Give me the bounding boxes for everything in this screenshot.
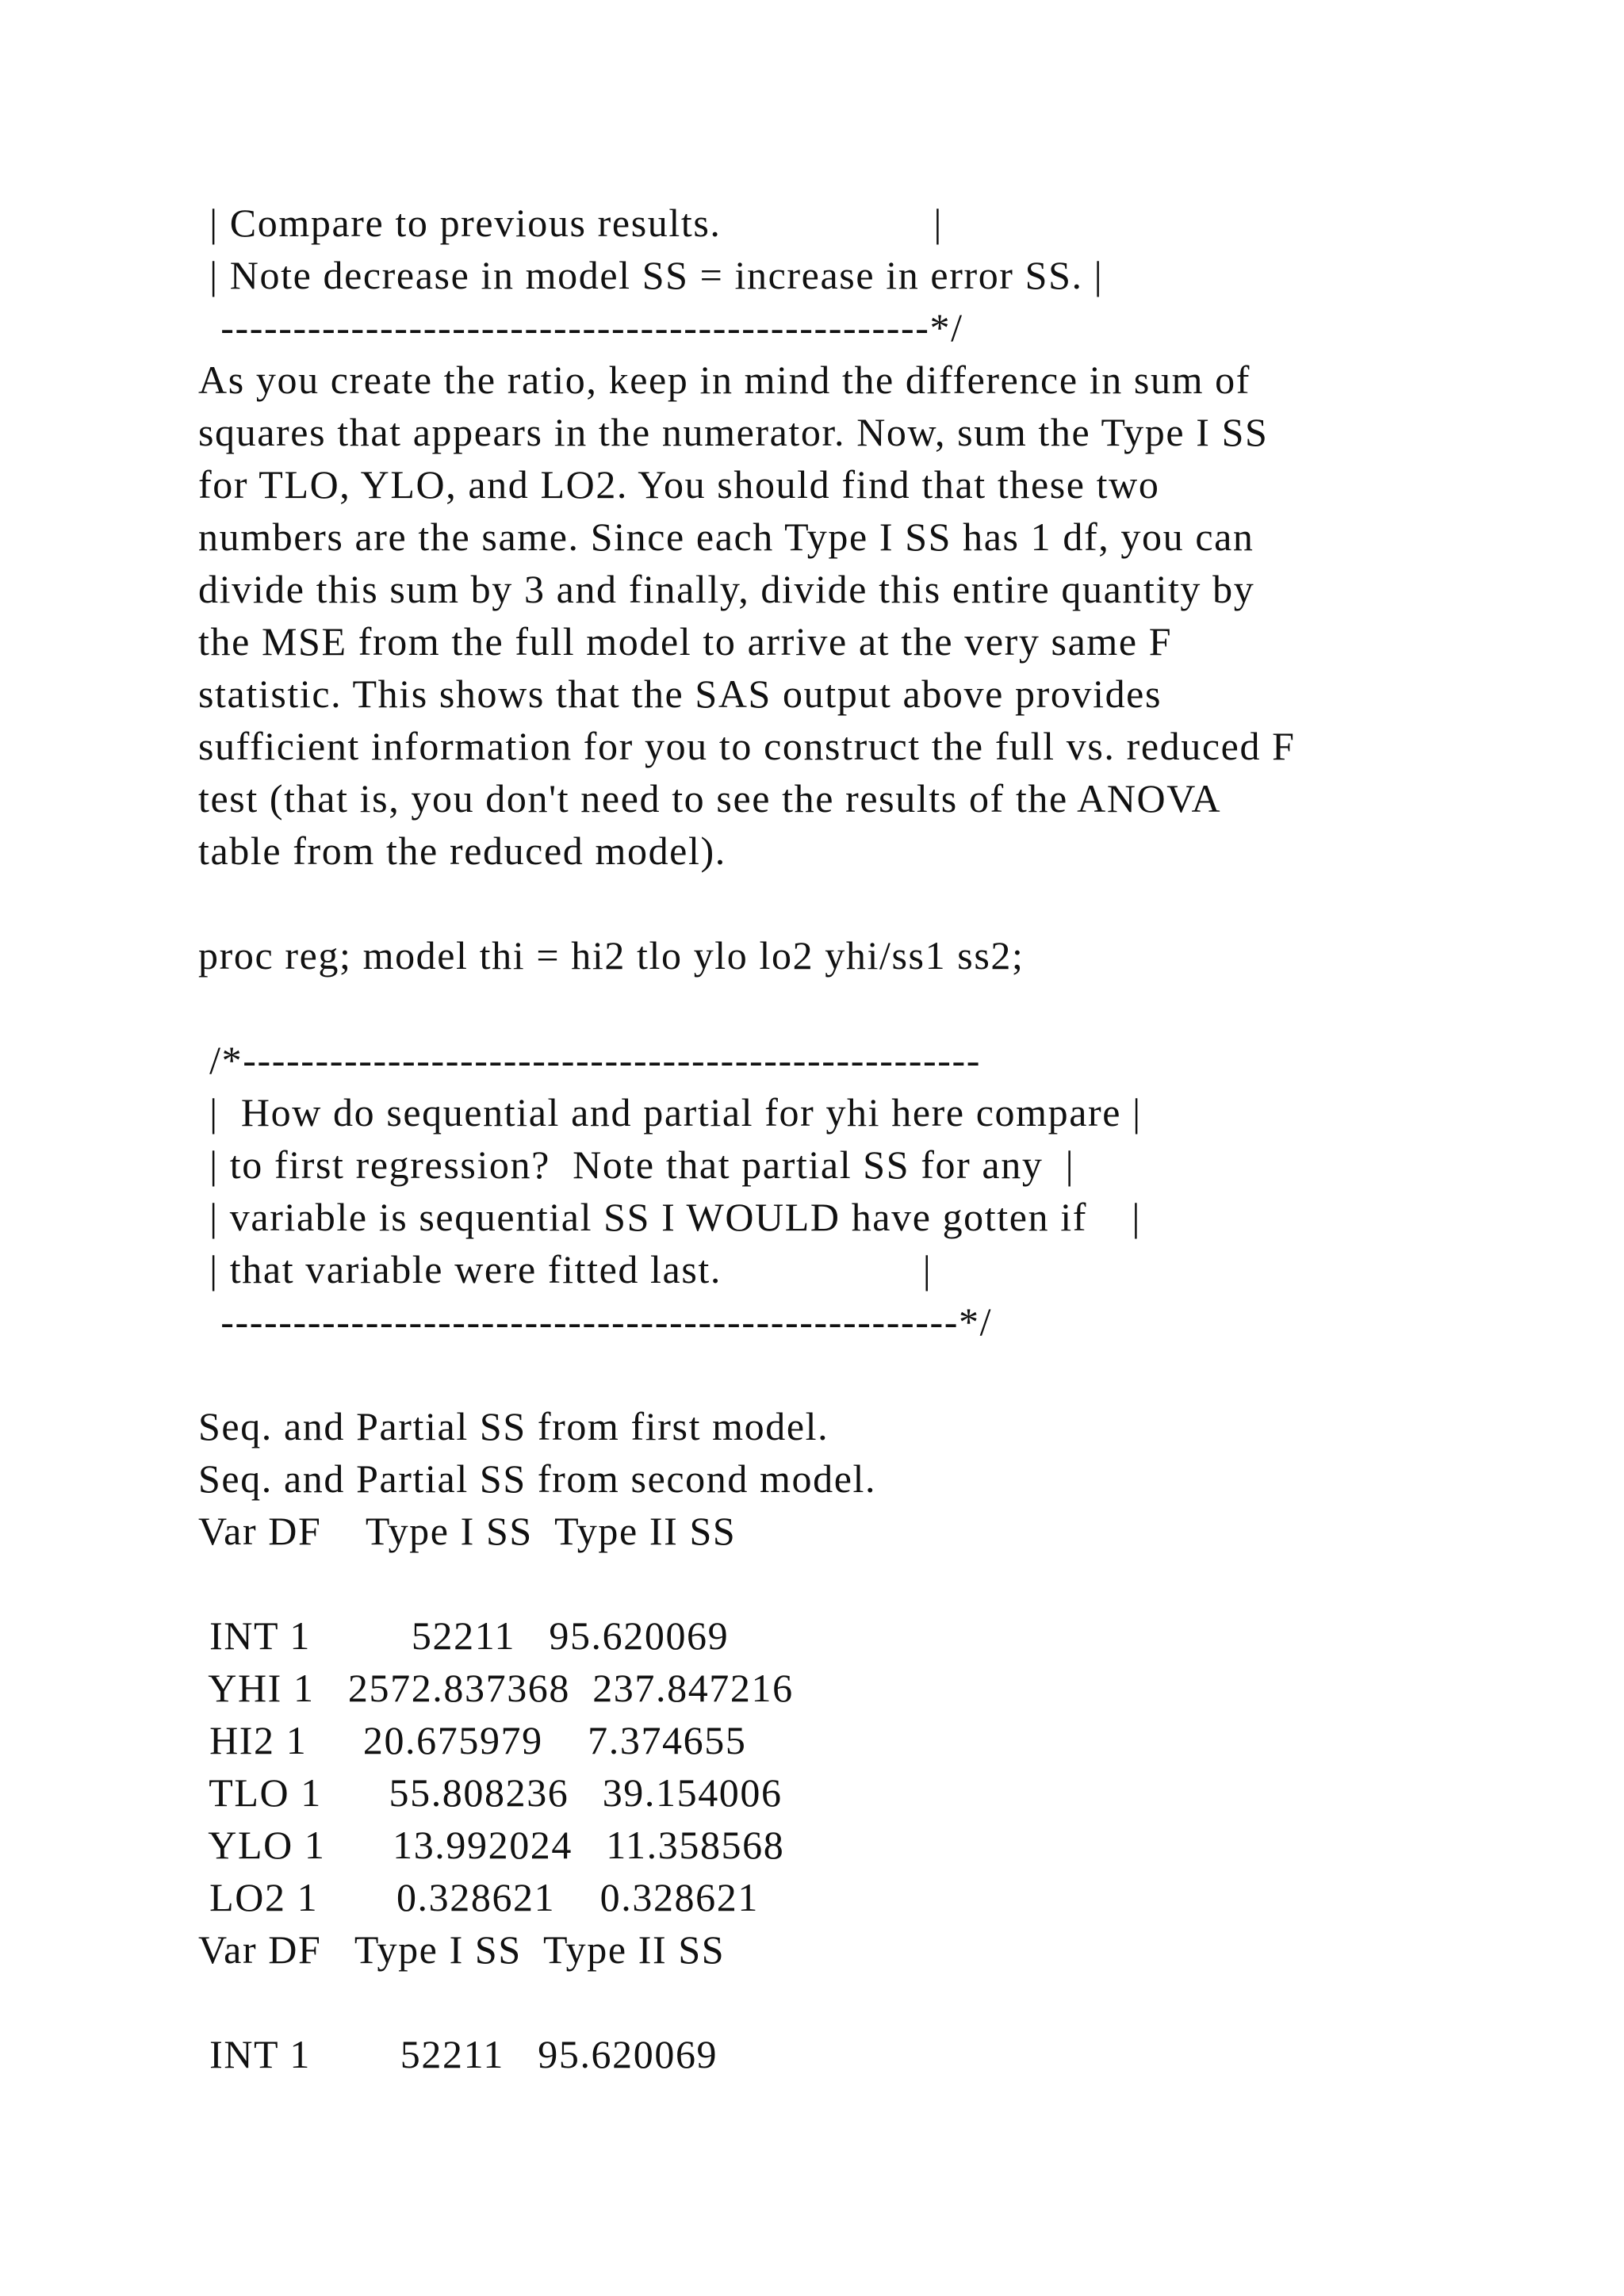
text-line-2: | Note decrease in model SS = increase in error SS. |	[198, 253, 1104, 297]
table-row-int-1: INT 1 52211 95.620069	[198, 1613, 730, 1658]
comment-line-6: ---------------------------------------------------*/	[198, 1299, 993, 1344]
text-line-8: divide this sum by 3 and finally, divide this entire quantity by	[198, 567, 1255, 611]
text-line-12: test (that is, you don't need to see the results of the ANOVA	[198, 776, 1222, 821]
heading-second-model: Seq. and Partial SS from second model.	[198, 1456, 877, 1501]
table-row-ylo: YLO 1 13.992024 11.358568	[198, 1823, 785, 1867]
text-line-1: | Compare to previous results. |	[198, 201, 944, 245]
comment-line-4: | variable is sequential SS I WOULD have gotten if |	[198, 1195, 1142, 1239]
text-line-6: for TLO, YLO, and LO2. You should find that these two	[198, 462, 1160, 507]
comment-line-2: | How do sequential and partial for yhi here compare |	[198, 1090, 1142, 1135]
table-row-lo2: LO2 1 0.328621 0.328621	[198, 1875, 759, 1919]
comment-line-5: | that variable were fitted last. |	[198, 1247, 933, 1292]
text-line-5: squares that appears in the numerator. Now, sum the Type I SS	[198, 410, 1269, 454]
table-row-tlo: TLO 1 55.808236 39.154006	[198, 1770, 783, 1815]
text-line-13: table from the reduced model).	[198, 828, 726, 873]
heading-first-model: Seq. and Partial SS from first model.	[198, 1404, 829, 1448]
text-line-10: statistic. This shows that the SAS output above provides	[198, 672, 1162, 716]
text-line-9: the MSE from the full model to arrive at the very same F	[198, 619, 1173, 664]
table-row-hi2: HI2 1 20.675979 7.374655	[198, 1718, 747, 1762]
comment-line-3: | to first regression? Note that partial SS for any |	[198, 1142, 1075, 1187]
code-line-proc-reg: proc reg; model thi = hi2 tlo ylo lo2 yhi/ss1 ss2;	[198, 933, 1025, 978]
text-line-4: As you create the ratio, keep in mind the difference in sum of	[198, 358, 1251, 402]
table-header-1: Var DF Type I SS Type II SS	[198, 1509, 737, 1553]
text-line-11: sufficient information for you to construct the full vs. reduced F	[198, 724, 1296, 768]
table-row-int-2: INT 1 52211 95.620069	[198, 2032, 718, 2076]
text-line-7: numbers are the same. Since each Type I SS has 1 df, you can	[198, 515, 1254, 559]
comment-line-1: /*---------------------------------------------------	[198, 1038, 981, 1082]
table-header-2: Var DF Type I SS Type II SS	[198, 1927, 726, 1972]
text-line-3: -------------------------------------------------*/	[198, 305, 963, 350]
table-row-yhi: YHI 1 2572.837368 237.847216	[198, 1666, 794, 1710]
